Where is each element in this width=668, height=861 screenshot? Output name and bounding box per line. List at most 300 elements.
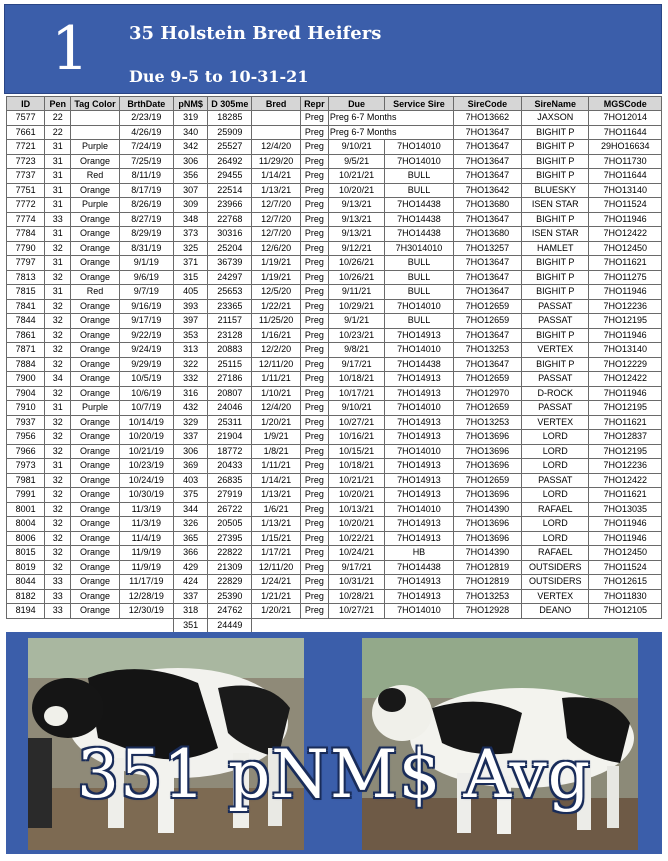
table-cell: 7HO13253 <box>453 589 521 604</box>
empty-cell <box>7 618 45 633</box>
table-row <box>7 444 662 459</box>
table-cell: PASSAT <box>522 314 589 329</box>
table-cell: ISEN STAR <box>522 198 589 213</box>
table-cell: 10/5/19 <box>119 372 173 387</box>
table-cell: 27186 <box>208 372 252 387</box>
table-cell: 32 <box>45 343 71 358</box>
table-cell: 8/26/19 <box>119 198 173 213</box>
table-cell: 371 <box>173 256 207 271</box>
table-cell: 340 <box>173 125 207 140</box>
table-cell: Orange <box>71 154 119 169</box>
table-cell: Preg <box>300 604 328 619</box>
table-cell: RAFAEL <box>522 502 589 517</box>
table-cell: 1/22/21 <box>252 299 300 314</box>
table-cell: 7HO14913 <box>385 517 453 532</box>
table-cell: 405 <box>173 285 207 300</box>
table-cell: PASSAT <box>522 372 589 387</box>
total-pnm: 351 <box>173 618 207 633</box>
table-cell: PASSAT <box>522 299 589 314</box>
table-cell: 26835 <box>208 473 252 488</box>
table-cell: 32 <box>45 415 71 430</box>
table-cell: 1/24/21 <box>252 575 300 590</box>
table-cell: 27395 <box>208 531 252 546</box>
table-cell: Preg <box>300 285 328 300</box>
table-cell: 2/23/19 <box>119 111 173 126</box>
table-cell: 306 <box>173 444 207 459</box>
table-cell: 7HO14913 <box>385 430 453 445</box>
table-cell: 20807 <box>208 386 252 401</box>
table-cell: 306 <box>173 154 207 169</box>
table-cell: 7HO13696 <box>453 444 521 459</box>
table-cell: 7966 <box>7 444 45 459</box>
table-cell: 9/5/21 <box>328 154 384 169</box>
table-cell: 8/27/19 <box>119 212 173 227</box>
table-cell: PASSAT <box>522 401 589 416</box>
table-cell: 11/3/19 <box>119 502 173 517</box>
table-row <box>7 459 662 474</box>
table-cell: 12/4/20 <box>252 401 300 416</box>
table-cell: 21157 <box>208 314 252 329</box>
table-cell: LORD <box>522 459 589 474</box>
table-cell: 10/23/21 <box>328 328 384 343</box>
table-cell: 24297 <box>208 270 252 285</box>
table-cell: 7HO12659 <box>453 314 521 329</box>
table-cell: 7HO14913 <box>385 531 453 546</box>
table-cell: 8/11/19 <box>119 169 173 184</box>
table-cell: 7HO11730 <box>589 154 662 169</box>
table-cell: 7/24/19 <box>119 140 173 155</box>
table-cell: 7HO14010 <box>385 299 453 314</box>
table-cell: 7H3014010 <box>385 241 453 256</box>
table-cell: 31 <box>45 154 71 169</box>
empty-cell <box>453 618 521 633</box>
table-cell: 22829 <box>208 575 252 590</box>
table-cell: 12/30/19 <box>119 604 173 619</box>
lot-title: 35 Holstein Bred Heifers <box>129 23 382 44</box>
table-cell: 344 <box>173 502 207 517</box>
table-cell: 7HO14913 <box>385 415 453 430</box>
totals-row <box>7 618 662 633</box>
table-cell: BIGHIT P <box>522 169 589 184</box>
table-cell: 1/13/21 <box>252 183 300 198</box>
table-cell: 31 <box>45 256 71 271</box>
table-cell: 365 <box>173 531 207 546</box>
column-header: SireCode <box>453 97 521 111</box>
column-header: SireName <box>522 97 589 111</box>
table-cell: BIGHIT P <box>522 125 589 140</box>
table-cell: 12/6/20 <box>252 241 300 256</box>
table-cell: Preg 6-7 Months <box>328 111 453 126</box>
column-header: Bred <box>252 97 300 111</box>
table-cell: 24046 <box>208 401 252 416</box>
table-row <box>7 386 662 401</box>
table-cell: 32 <box>45 314 71 329</box>
table-cell: 1/11/21 <box>252 459 300 474</box>
table-cell: 7HO14438 <box>385 198 453 213</box>
table-cell: OUTSIDERS <box>522 560 589 575</box>
table-cell: HAMLET <box>522 241 589 256</box>
table-cell: 397 <box>173 314 207 329</box>
table-cell <box>252 111 300 126</box>
table-cell: HB <box>385 546 453 561</box>
table-cell: 9/7/19 <box>119 285 173 300</box>
table-cell: BLUESKY <box>522 183 589 198</box>
table-cell: 32 <box>45 299 71 314</box>
table-cell: Preg 6-7 Months <box>328 125 453 140</box>
table-cell: 7790 <box>7 241 45 256</box>
table-row <box>7 372 662 387</box>
table-cell: 7HO14438 <box>385 560 453 575</box>
table-cell: BIGHIT P <box>522 212 589 227</box>
table-cell: 7HO11946 <box>589 531 662 546</box>
table-cell: 7HO13696 <box>453 517 521 532</box>
table-cell: 7HO14913 <box>385 575 453 590</box>
table-cell: 7HO13647 <box>453 212 521 227</box>
table-cell: 9/22/19 <box>119 328 173 343</box>
table-cell: DEANO <box>522 604 589 619</box>
column-header: Service Sire <box>385 97 453 111</box>
table-cell: 9/8/21 <box>328 343 384 358</box>
table-cell: 7HO14913 <box>385 372 453 387</box>
table-cell: 7HO14438 <box>385 212 453 227</box>
table-cell: 10/18/21 <box>328 459 384 474</box>
table-cell: 7HO11621 <box>589 488 662 503</box>
table-cell: 8194 <box>7 604 45 619</box>
table-cell: 25311 <box>208 415 252 430</box>
table-cell: Orange <box>71 444 119 459</box>
table-cell: 8015 <box>7 546 45 561</box>
table-cell: 9/10/21 <box>328 140 384 155</box>
table-cell: 7HO14010 <box>385 604 453 619</box>
table-cell: Preg <box>300 111 328 126</box>
table-cell: Orange <box>71 430 119 445</box>
table-cell: LORD <box>522 517 589 532</box>
table-cell: BULL <box>385 285 453 300</box>
table-cell: Preg <box>300 473 328 488</box>
table-cell: Preg <box>300 459 328 474</box>
table-cell: 7737 <box>7 169 45 184</box>
empty-cell <box>589 618 662 633</box>
table-cell: 31 <box>45 183 71 198</box>
table-cell: 7HO12450 <box>589 241 662 256</box>
table-cell: 7HO14010 <box>385 343 453 358</box>
lot-number: 1 <box>51 14 90 84</box>
table-row <box>7 473 662 488</box>
table-row <box>7 256 662 271</box>
table-cell: BIGHIT P <box>522 328 589 343</box>
table-cell: BIGHIT P <box>522 285 589 300</box>
table-cell: 7HO12928 <box>453 604 521 619</box>
table-row <box>7 169 662 184</box>
table-cell: 32 <box>45 386 71 401</box>
table-cell: 9/16/19 <box>119 299 173 314</box>
table-row <box>7 212 662 227</box>
table-cell: 10/20/21 <box>328 517 384 532</box>
header-banner <box>4 4 662 94</box>
empty-cell <box>328 618 384 633</box>
table-cell: Preg <box>300 444 328 459</box>
table-cell: 25390 <box>208 589 252 604</box>
table-cell: 337 <box>173 589 207 604</box>
table-cell: 11/3/19 <box>119 517 173 532</box>
table-cell: BULL <box>385 183 453 198</box>
table-cell: 1/9/21 <box>252 430 300 445</box>
table-cell: 32 <box>45 357 71 372</box>
table-cell: 11/4/19 <box>119 531 173 546</box>
table-row <box>7 111 662 126</box>
table-cell: 32 <box>45 444 71 459</box>
table-cell: 33 <box>45 212 71 227</box>
table-cell: Orange <box>71 241 119 256</box>
table-cell: 9/6/19 <box>119 270 173 285</box>
table-cell: Preg <box>300 328 328 343</box>
table-cell: 7HO13696 <box>453 459 521 474</box>
table-cell: 7HO12229 <box>589 357 662 372</box>
table-cell: 7HO12659 <box>453 372 521 387</box>
table-row <box>7 546 662 561</box>
table-cell: 31 <box>45 198 71 213</box>
table-cell: 10/20/21 <box>328 183 384 198</box>
table-cell: 10/27/21 <box>328 415 384 430</box>
table-cell: 24762 <box>208 604 252 619</box>
table-cell: 7HO13642 <box>453 183 521 198</box>
empty-cell <box>119 618 173 633</box>
table-cell: 10/16/21 <box>328 430 384 445</box>
table-cell: 10/30/19 <box>119 488 173 503</box>
total-d305me: 24449 <box>208 618 252 633</box>
table-cell: 33 <box>45 589 71 604</box>
table-cell: JAXSON <box>522 111 589 126</box>
table-row <box>7 415 662 430</box>
table-row <box>7 357 662 372</box>
table-row <box>7 140 662 155</box>
table-cell: 31 <box>45 227 71 242</box>
table-cell: 10/21/19 <box>119 444 173 459</box>
table-cell: 7HO13647 <box>453 270 521 285</box>
table-cell: 10/18/21 <box>328 372 384 387</box>
table-cell: 10/13/21 <box>328 502 384 517</box>
table-row <box>7 488 662 503</box>
table-cell: 393 <box>173 299 207 314</box>
table-cell: 36739 <box>208 256 252 271</box>
table-cell: 10/21/21 <box>328 473 384 488</box>
table-cell: 7HO11946 <box>589 328 662 343</box>
table-cell: 7HO13696 <box>453 531 521 546</box>
column-header: MGSCode <box>589 97 662 111</box>
table-cell: 29HO16634 <box>589 140 662 155</box>
table-cell: PASSAT <box>522 473 589 488</box>
table-cell: 7HO11621 <box>589 256 662 271</box>
table-cell: 9/29/19 <box>119 357 173 372</box>
table-cell: 22 <box>45 125 71 140</box>
table-cell: 1/11/21 <box>252 372 300 387</box>
table-cell: 7661 <box>7 125 45 140</box>
table-cell: RAFAEL <box>522 546 589 561</box>
table-cell: 1/15/21 <box>252 531 300 546</box>
table-cell: 7HO11946 <box>589 386 662 401</box>
table-cell: 315 <box>173 270 207 285</box>
table-cell: 1/19/21 <box>252 270 300 285</box>
table-cell: 18772 <box>208 444 252 459</box>
table-cell: 23966 <box>208 198 252 213</box>
table-cell: 7815 <box>7 285 45 300</box>
table-cell: 7723 <box>7 154 45 169</box>
table-cell: 7973 <box>7 459 45 474</box>
table-cell: 7HO12819 <box>453 560 521 575</box>
table-cell: Orange <box>71 343 119 358</box>
table-cell: Orange <box>71 256 119 271</box>
table-cell: 7HO12195 <box>589 444 662 459</box>
table-cell: 7772 <box>7 198 45 213</box>
table-cell: 31 <box>45 140 71 155</box>
table-cell: Orange <box>71 314 119 329</box>
table-cell: 31 <box>45 401 71 416</box>
table-cell: 25204 <box>208 241 252 256</box>
table-cell: 1/16/21 <box>252 328 300 343</box>
table-cell: 326 <box>173 517 207 532</box>
table-cell: 11/25/20 <box>252 314 300 329</box>
table-cell: 10/15/21 <box>328 444 384 459</box>
table-cell: Orange <box>71 575 119 590</box>
table-cell: 21309 <box>208 560 252 575</box>
table-cell: 8004 <box>7 517 45 532</box>
table-cell: 319 <box>173 111 207 126</box>
table-cell: 32 <box>45 270 71 285</box>
empty-cell <box>522 618 589 633</box>
table-cell: 325 <box>173 241 207 256</box>
table-cell: 1/6/21 <box>252 502 300 517</box>
column-header: D 305me <box>208 97 252 111</box>
table-cell: 8/31/19 <box>119 241 173 256</box>
table-cell: 313 <box>173 343 207 358</box>
table-cell: 342 <box>173 140 207 155</box>
table-cell: 369 <box>173 459 207 474</box>
table-cell: 33 <box>45 575 71 590</box>
table-cell: 7956 <box>7 430 45 445</box>
table-cell: 7HO13253 <box>453 343 521 358</box>
table-cell: Orange <box>71 183 119 198</box>
table-cell: Orange <box>71 299 119 314</box>
empty-cell <box>385 618 453 633</box>
table-cell: Orange <box>71 459 119 474</box>
table-cell: 7HO12970 <box>453 386 521 401</box>
table-cell: 33 <box>45 604 71 619</box>
table-cell: 12/7/20 <box>252 212 300 227</box>
table-cell: 18285 <box>208 111 252 126</box>
table-cell: 32 <box>45 531 71 546</box>
table-cell: 7774 <box>7 212 45 227</box>
table-cell: Orange <box>71 473 119 488</box>
table-row <box>7 183 662 198</box>
table-row <box>7 241 662 256</box>
table-cell: 9/13/21 <box>328 212 384 227</box>
table-cell: 307 <box>173 183 207 198</box>
table-cell: 32 <box>45 488 71 503</box>
table-cell: 7HO13647 <box>453 125 521 140</box>
table-row <box>7 314 662 329</box>
table-cell: 1/14/21 <box>252 169 300 184</box>
table-cell: 10/31/21 <box>328 575 384 590</box>
table-cell: 7884 <box>7 357 45 372</box>
table-cell: BULL <box>385 270 453 285</box>
table-cell: 7HO12659 <box>453 401 521 416</box>
table-cell: Orange <box>71 328 119 343</box>
table-cell: Preg <box>300 488 328 503</box>
table-row <box>7 125 662 140</box>
table-cell <box>252 125 300 140</box>
average-pnm-banner: 351 pNM$ Avg <box>76 736 592 813</box>
table-cell: Preg <box>300 125 328 140</box>
table-cell: 7HO12105 <box>589 604 662 619</box>
table-cell: Orange <box>71 502 119 517</box>
table-cell: 7HO12195 <box>589 401 662 416</box>
table-cell: 22514 <box>208 183 252 198</box>
table-cell: 7861 <box>7 328 45 343</box>
table-cell: 373 <box>173 227 207 242</box>
table-cell: 7981 <box>7 473 45 488</box>
table-cell: 10/14/19 <box>119 415 173 430</box>
table-cell: 9/17/21 <box>328 357 384 372</box>
table-cell: 25909 <box>208 125 252 140</box>
table-cell: D-ROCK <box>522 386 589 401</box>
table-body <box>7 111 662 633</box>
table-row <box>7 502 662 517</box>
table-cell: 432 <box>173 401 207 416</box>
heifer-table <box>6 96 662 633</box>
table-cell: 322 <box>173 357 207 372</box>
table-cell <box>71 111 119 126</box>
table-cell: Preg <box>300 256 328 271</box>
table-cell: 7HO13647 <box>453 357 521 372</box>
table-cell: 7HO11946 <box>589 212 662 227</box>
table-cell: Orange <box>71 415 119 430</box>
table-cell: 7813 <box>7 270 45 285</box>
table-cell: 8001 <box>7 502 45 517</box>
table-cell: 32 <box>45 241 71 256</box>
empty-cell <box>71 618 119 633</box>
table-cell: 1/13/21 <box>252 517 300 532</box>
table-cell: 7HO13257 <box>453 241 521 256</box>
table-cell: 1/13/21 <box>252 488 300 503</box>
table-cell: Orange <box>71 517 119 532</box>
table-cell: 7751 <box>7 183 45 198</box>
table-cell: 32 <box>45 328 71 343</box>
table-cell: Preg <box>300 343 328 358</box>
table-cell: Preg <box>300 531 328 546</box>
table-cell: 7HO12422 <box>589 372 662 387</box>
table-cell: 12/28/19 <box>119 589 173 604</box>
table-cell: 10/24/21 <box>328 546 384 561</box>
column-header: pNM$ <box>173 97 207 111</box>
table-cell: 7HO12659 <box>453 299 521 314</box>
table-cell: BIGHIT P <box>522 256 589 271</box>
table-cell: 10/27/21 <box>328 604 384 619</box>
table-cell: 32 <box>45 560 71 575</box>
table-cell: 25527 <box>208 140 252 155</box>
table-cell: 7HO11830 <box>589 589 662 604</box>
column-header: Pen <box>45 97 71 111</box>
table-cell: Preg <box>300 430 328 445</box>
table-cell: 7HO14010 <box>385 502 453 517</box>
table-cell: 424 <box>173 575 207 590</box>
table-row <box>7 154 662 169</box>
table-cell: 7HO14010 <box>385 401 453 416</box>
table-cell: Orange <box>71 488 119 503</box>
table-cell: 366 <box>173 546 207 561</box>
table-cell: 7HO13647 <box>453 256 521 271</box>
table-cell: Red <box>71 285 119 300</box>
table-row <box>7 517 662 532</box>
